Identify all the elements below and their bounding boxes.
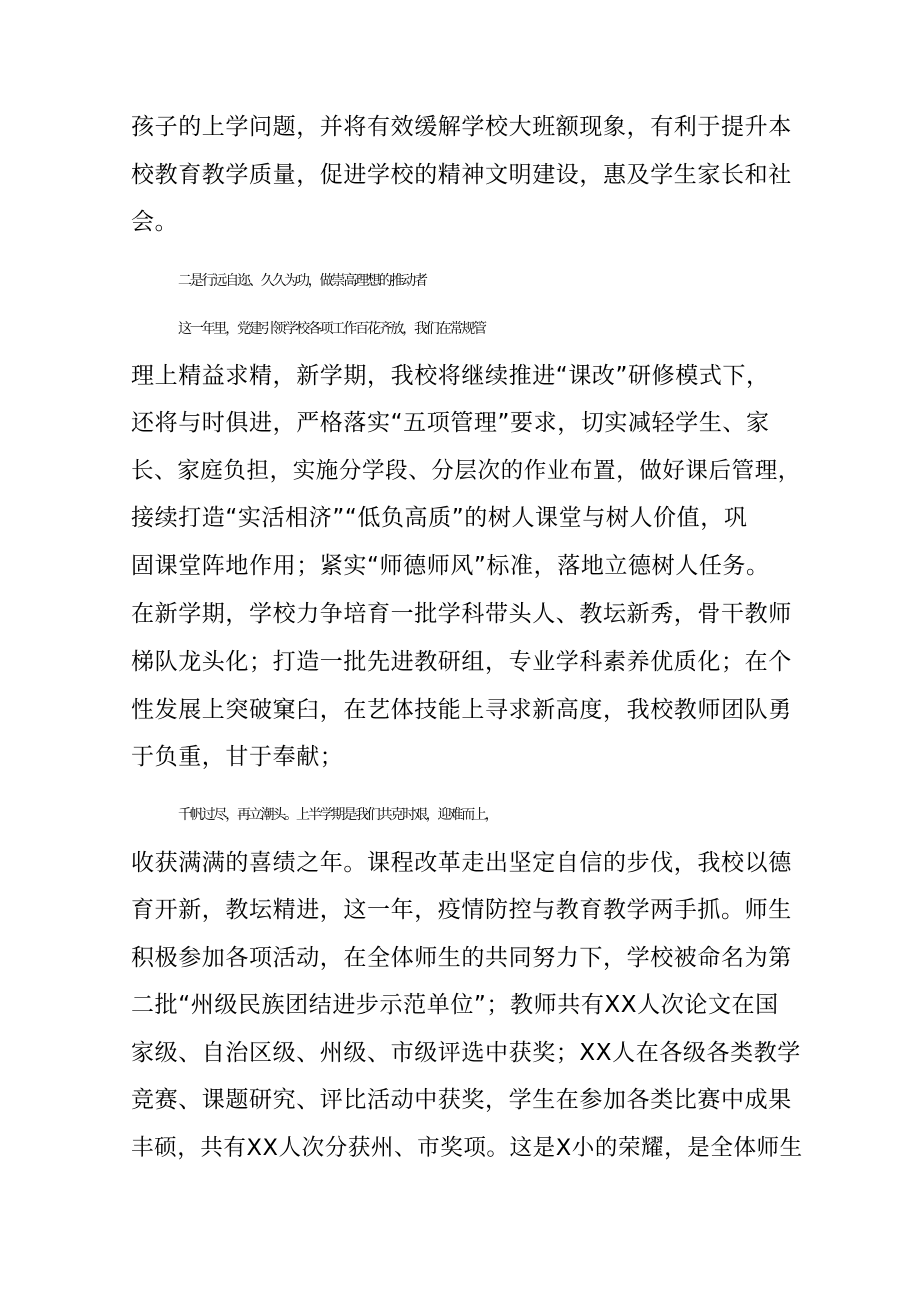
- text-line: 会。: [131, 209, 179, 235]
- text-line: 长、家庭负担，实施分学段、分层次的作业布置，做好课后管理，: [131, 458, 801, 484]
- text-line: 在新学期，学校力争培育一批学科带头人、教坛新秀，骨干教师: [131, 601, 792, 627]
- text-line: 孩子的上学问题，并将有效缓解学校大班额现象，有利于提升本: [131, 114, 792, 140]
- text-line: 性发展上突破窠臼，在艺体技能上寻求新高度，我校教师团队勇: [131, 697, 792, 723]
- text-line: 丰硕，共有XX人次分获州、市奖项。这是X小的荣耀，是全体师生: [131, 1135, 803, 1161]
- section-heading: 二是行远自迩、久久为功，做崇高理想的推动者: [178, 273, 426, 289]
- text-line: 二批“州级民族团结进步示范单位”；教师共有XX人次论文在国: [131, 992, 779, 1018]
- text-line: 千帆过尽，再立潮头。上半学期是我们共克时艰，迎难而上，: [178, 807, 497, 823]
- text-line: 于负重，甘于奉献；: [131, 744, 344, 770]
- text-line: 积极参加各项活动，在全体师生的共同努力下，学校被命名为第: [131, 945, 792, 971]
- text-line: 竞赛、课题研究、评比活动中获奖，学生在参加各类比赛中成果: [131, 1087, 792, 1113]
- text-line: 家级、自治区级、州级、市级评选中获奖；XX人在各级各类教学: [131, 1040, 801, 1066]
- text-line: 还将与时俱进，严格落实“五项管理”要求，切实减轻学生、家: [131, 410, 770, 436]
- text-line: 理上精益求精，新学期，我校将继续推进“课改”研修模式下，: [131, 363, 770, 389]
- text-line: 这一年里，党建引领学校各项工作百花齐放，我们在常规管: [178, 321, 485, 337]
- text-line: 接续打造“实活相济”“低负高质”的树人课堂与树人价值，巩: [131, 505, 748, 531]
- text-line: 收获满满的喜绩之年。课程改革走出坚定自信的步伐，我校以德: [131, 850, 792, 876]
- text-line: 梯队龙头化；打造一批先进教研组，专业学科素养优质化；在个: [131, 649, 792, 675]
- text-line: 育开新，教坛精进，这一年，疫情防控与教育教学两手抓。师生: [131, 897, 792, 923]
- text-line: 固课堂阵地作用；紧实“师德师风”标准，落地立德树人任务。: [131, 553, 770, 579]
- text-line: 校教育教学质量，促进学校的精神文明建设，惠及学生家长和社: [131, 162, 792, 188]
